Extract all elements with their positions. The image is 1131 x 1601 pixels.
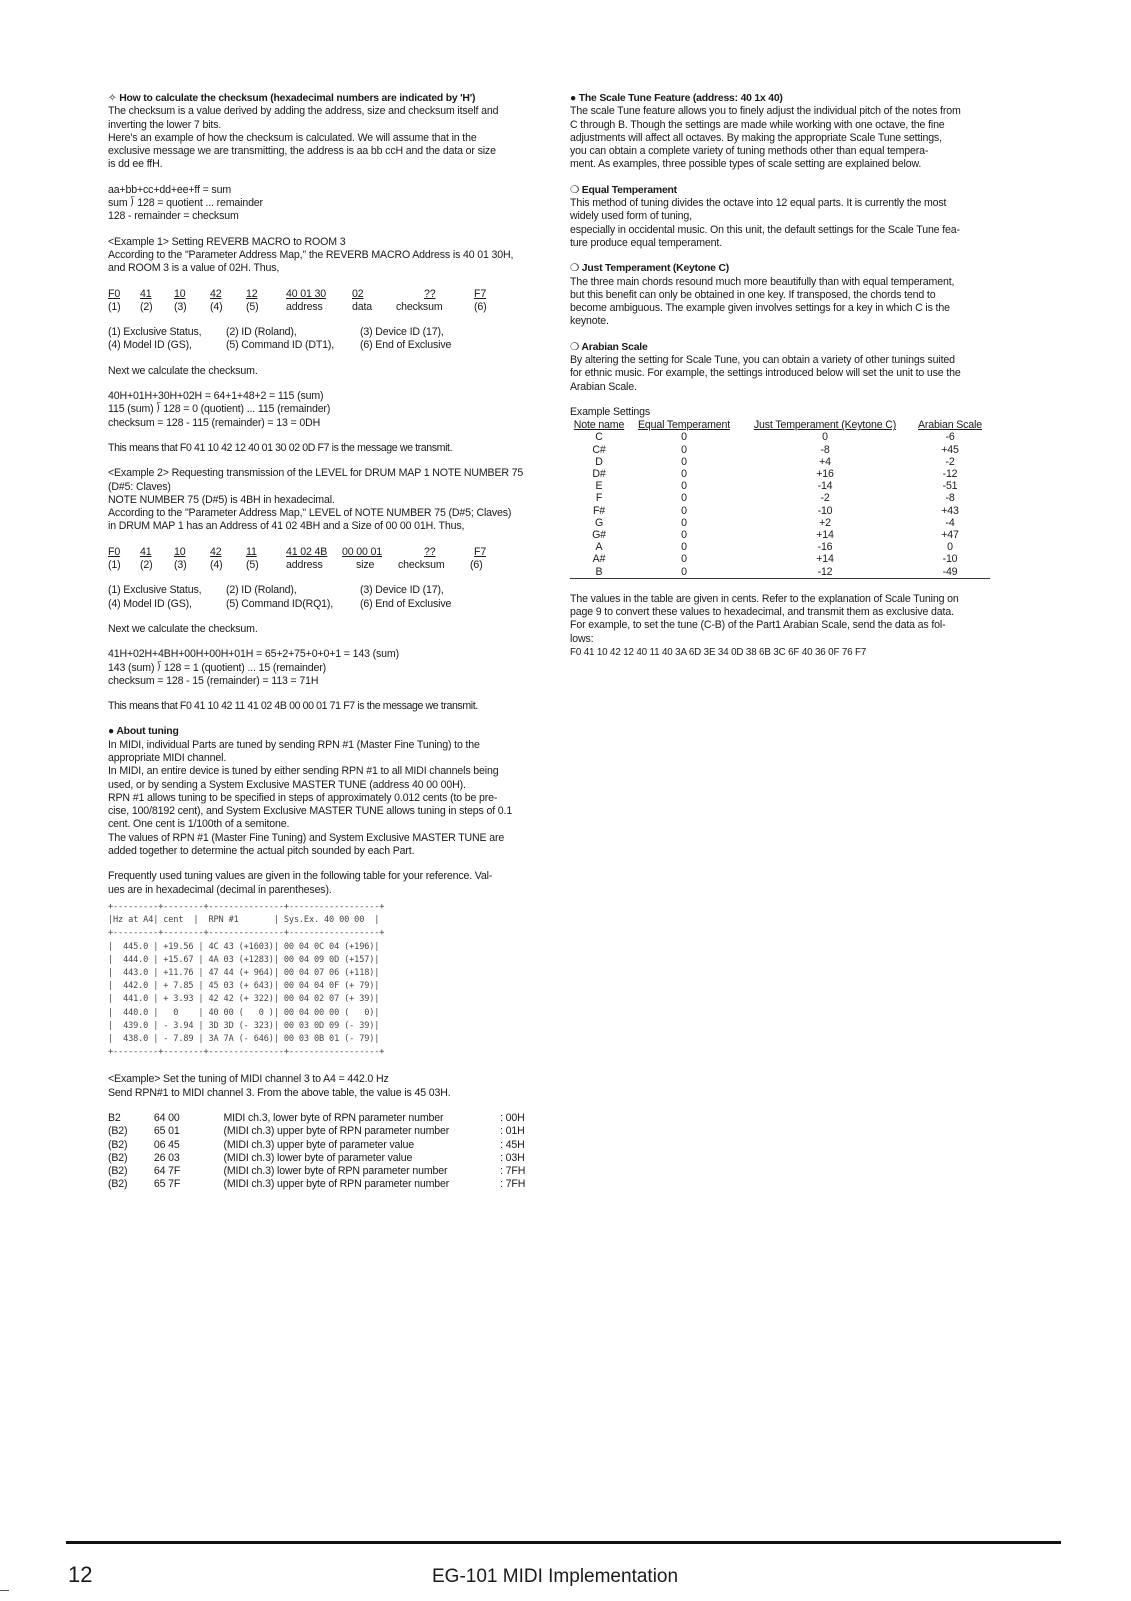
text-line: exclusive message we are transmitting, the address is aa bb ccH and the data or size	[108, 145, 496, 158]
text-line: added together to determine the actual pitch sounded by each Part.	[108, 845, 415, 858]
legend-item: (1) Exclusive Status,	[108, 326, 202, 339]
scale-cell: -4	[945, 516, 955, 529]
scale-cell: -12	[740, 566, 910, 579]
text-line: ture produce equal temperament.	[570, 236, 722, 249]
rpn-cell: 26 03	[153, 1151, 180, 1164]
scale-cell: +16	[816, 468, 834, 481]
scale-cell: -12	[942, 468, 958, 481]
text-line: adjustments will affect all octaves. By making the appropriate Scale Tune settings,	[570, 131, 942, 144]
example2-result: This means that F0 41 10 42 11 41 02 4B 00 00 01 71 F7 is the message we transmit.	[108, 700, 478, 713]
text-line: The checksum is a value derived by adding the address, size and checksum itself and	[108, 105, 499, 118]
scale-cell: -8	[945, 492, 955, 505]
table-line: | 442.0 | + 7.85 | 45 03 (+ 643)| 00 04 04 0F (+ 79)|	[108, 981, 380, 992]
scale-cell: 0	[681, 492, 687, 505]
calc-line: 115 (sum) ⟌ 128 = 0 (quotient) ... 115 (remainder)	[108, 403, 331, 416]
scale-cell: -2	[945, 455, 955, 468]
rpn-row	[108, 1152, 540, 1165]
text-line: NOTE NUMBER 75 (D#5) is 4BH in hexadecimal.	[108, 493, 335, 506]
tuning-example	[108, 1073, 540, 1100]
rpn-cell: : 45H	[500, 1138, 525, 1151]
rpn-row	[108, 1125, 540, 1138]
example2-next: Next we calculate the checksum.	[108, 622, 258, 635]
checksum-intro	[108, 105, 540, 171]
msg-byte: ??	[424, 545, 436, 558]
rpn-cell: MIDI ch.3, lower byte of RPN parameter number	[223, 1111, 444, 1124]
scale-row	[570, 553, 990, 565]
scale-cell: B	[570, 566, 628, 579]
scale-cell: G	[594, 516, 604, 529]
text-line: inverting the lower 7 bits.	[108, 118, 222, 131]
rpn-cell: (MIDI ch.3) upper byte of RPN parameter number	[223, 1125, 450, 1138]
legend-item: (6) End of Exclusive	[360, 339, 452, 352]
scale-row	[570, 444, 990, 456]
scale-cell: +2	[819, 516, 831, 529]
rpn-cell: (B2)	[108, 1125, 128, 1138]
tuning-heading: ● About tuning	[108, 726, 179, 738]
legend-item: (2) ID (Roland),	[226, 584, 297, 597]
msg-label: (6)	[470, 559, 483, 572]
text-line: In MIDI, an entire device is tuned by either sending RPN #1 to all MIDI channels being	[108, 765, 499, 778]
rpn-cell: (B2)	[108, 1178, 128, 1191]
msg-label: (4)	[210, 300, 223, 313]
rpn-cell: B2	[108, 1111, 121, 1124]
text-line: used, or by sending a System Exclusive MASTER TUNE (address 40 00 00H).	[108, 778, 466, 791]
text-line: and ROOM 3 is a value of 02H. Thus,	[108, 262, 280, 275]
example1-legend	[108, 326, 540, 353]
msg-byte: 10	[174, 545, 186, 558]
text-line: <Example 1> Setting REVERB MACRO to ROOM 3	[108, 235, 346, 248]
scale-row	[570, 480, 990, 492]
msg-byte: 41	[140, 545, 152, 558]
msg-byte: F7	[474, 545, 487, 558]
text-line: in DRUM MAP 1 has an Address of 41 02 4BH and a Size of 00 00 01H. Thus,	[108, 520, 465, 533]
text-line: <Example 2> Requesting transmission of the LEVEL for DRUM MAP 1 NOTE NUMBER 75	[108, 467, 524, 480]
calc-line: checksum = 128 - 115 (remainder) = 13 = 0DH	[108, 416, 321, 429]
scale-cell: 0	[681, 468, 687, 481]
scale-row	[570, 529, 990, 541]
text-line: ment. As examples, three possible types of scale setting are explained below.	[570, 158, 922, 171]
msg-label: (4)	[210, 559, 223, 572]
text-line: cise, 100/8192 cent), and System Exclusive MASTER TUNE allows tuning in steps of 0.1	[108, 805, 513, 818]
equal-temperament-heading: ❍ Equal Temperament	[570, 184, 677, 196]
text-line: keynote.	[570, 315, 609, 328]
column-header: Note name	[573, 419, 625, 432]
text-line: For example, to set the tune (C-B) of the Part1 Arabian Scale, send the data as fol-	[570, 619, 946, 632]
rpn-cell: (B2)	[108, 1165, 128, 1178]
scale-cell: F	[595, 492, 603, 505]
arabian-scale-paragraph	[570, 354, 1002, 394]
scale-cell: +4	[819, 455, 831, 468]
text-line: According to the "Parameter Address Map," LEVEL of NOTE NUMBER 75 (D#5; Claves)	[108, 507, 512, 520]
scale-row	[570, 456, 990, 468]
text-line: for ethnic music. For example, the settings introduced below will set the unit to use the	[570, 367, 961, 380]
rpn-row	[108, 1165, 540, 1178]
msg-label: (1)	[108, 559, 121, 572]
scale-cell: -2	[820, 492, 830, 505]
rpn-cell: (B2)	[108, 1138, 128, 1151]
formula-line: sum ⟌ 128 = quotient ... remainder	[108, 197, 263, 210]
example1-intro	[108, 236, 540, 276]
tuning-table-intro	[108, 870, 540, 897]
example1-next: Next we calculate the checksum.	[108, 364, 258, 377]
text-line: (D#5: Claves)	[108, 480, 171, 493]
scale-tune-paragraph	[570, 105, 1002, 171]
msg-label: (3)	[174, 559, 187, 572]
formula-line: 128 - remainder = checksum	[108, 210, 239, 223]
scale-cell: D#	[592, 468, 606, 481]
rpn-row	[108, 1112, 540, 1125]
rpn-row	[108, 1178, 540, 1191]
msg-byte: 12	[246, 287, 258, 300]
scale-cell: 0	[681, 504, 687, 517]
msg-byte: 40 01 30	[286, 287, 327, 300]
scale-cell: -16	[817, 541, 833, 554]
msg-label: (3)	[174, 300, 187, 313]
scale-table-header	[570, 419, 990, 431]
scale-row	[570, 566, 990, 579]
scale-cell: +14	[816, 529, 834, 542]
message-labels-row	[108, 559, 540, 572]
corner-mark	[0, 1590, 9, 1591]
scale-cell: -51	[942, 480, 958, 493]
scale-row	[570, 541, 990, 553]
scale-cell: 0	[681, 516, 687, 529]
tuning-ascii-table	[108, 901, 540, 1059]
msg-byte: 41 02 4B	[286, 545, 328, 558]
example2-legend	[108, 584, 540, 611]
msg-byte: 42	[210, 287, 222, 300]
rpn-cell: (MIDI ch.3) upper byte of RPN parameter number	[223, 1178, 450, 1191]
text-line: lows:	[570, 632, 594, 645]
scale-cell: +14	[816, 553, 834, 566]
example1-message	[108, 288, 540, 315]
text-line: Arabian Scale.	[570, 380, 637, 393]
legend-item: (3) Device ID (17),	[360, 584, 444, 597]
rpn-row	[108, 1139, 540, 1152]
legend-item: (1) Exclusive Status,	[108, 584, 202, 597]
text-line: The three main chords resound much more beautifully than with equal temperament,	[570, 275, 955, 288]
rpn-cell: : 03H	[500, 1151, 525, 1164]
text-line: By altering the setting for Scale Tune, you can obtain a variety of other tunings suited	[570, 354, 955, 367]
scale-cell: 0	[681, 529, 687, 542]
msg-label: address	[286, 300, 323, 313]
msg-byte: F7	[474, 287, 487, 300]
msg-byte: 11	[246, 545, 257, 558]
legend-item: (6) End of Exclusive	[360, 597, 452, 610]
text-line: According to the "Parameter Address Map," the REVERB MACRO Address is 40 01 30H,	[108, 248, 514, 261]
message-bytes-row	[108, 546, 540, 559]
msg-byte: 10	[174, 287, 186, 300]
calc-line: 40H+01H+30H+02H = 64+1+48+2 = 115 (sum)	[108, 390, 324, 403]
msg-byte: F0	[108, 287, 121, 300]
text-line: cent. One cent is 1/100th of a semitone.	[108, 818, 290, 831]
legend-item: (4) Model ID (GS),	[108, 339, 192, 352]
calc-line: 143 (sum) ⟌ 128 = 1 (quotient) ... 15 (remainder)	[108, 661, 327, 674]
scale-cell: G#	[592, 529, 606, 542]
rpn-cell: (B2)	[108, 1151, 128, 1164]
text-line: F0 41 10 42 12 40 11 40 3A 6D 3E 34 0D 38 6B 3C 6F 40 36 0F 76 F7	[570, 647, 867, 659]
rpn-cell: (MIDI ch.3) lower byte of RPN parameter number	[223, 1165, 448, 1178]
text-line: In MIDI, individual Parts are tuned by sending RPN #1 (Master Fine Tuning) to the	[108, 738, 480, 751]
text-line: you can obtain a complete variety of tuning methods other than equal tempera-	[570, 145, 929, 158]
calc-line: checksum = 128 - 15 (remainder) = 113 = 71H	[108, 674, 319, 687]
table-line: | 444.0 | +15.67 | 4A 03 (+1283)| 00 04 09 0D (+157)|	[108, 954, 380, 965]
msg-byte: 00 00 01	[342, 545, 383, 558]
rpn-cell: (MIDI ch.3) upper byte of parameter value	[223, 1138, 414, 1151]
page-number: 12	[68, 1562, 93, 1587]
footer-title: EG-101 MIDI Implementation	[432, 1566, 679, 1587]
msg-byte: 41	[140, 287, 152, 300]
just-temperament-heading: ❍ Just Temperament (Keytone C)	[570, 263, 730, 275]
message-labels-row	[108, 301, 540, 314]
msg-label: (5)	[246, 559, 259, 572]
msg-label: address	[286, 559, 323, 572]
scale-cell: C	[595, 431, 603, 444]
scale-cell: E	[595, 480, 603, 493]
table-line: | 445.0 | +19.56 | 4C 43 (+1603)| 00 04 0C 04 (+196)|	[108, 941, 380, 952]
text-line: Frequently used tuning values are given in the following table for your reference. Val-	[108, 870, 493, 883]
msg-label: checksum	[398, 559, 445, 572]
scale-cell: 0	[947, 541, 953, 554]
scale-row	[570, 505, 990, 517]
msg-byte: F0	[108, 545, 121, 558]
text-line: <Example> Set the tuning of MIDI channel 3 to A4 = 442.0 Hz	[108, 1073, 389, 1086]
scale-cell: -6	[945, 431, 955, 444]
msg-byte: 42	[210, 545, 222, 558]
left-column	[108, 92, 540, 1192]
msg-byte: ??	[424, 287, 436, 300]
scale-cell: C#	[592, 443, 606, 456]
table-line: | 441.0 | + 3.93 | 42 42 (+ 322)| 00 04 02 07 (+ 39)|	[108, 994, 380, 1005]
scale-cell: -10	[942, 553, 958, 566]
legend-item: (3) Device ID (17),	[360, 326, 444, 339]
text-line: ues are in hexadecimal (decimal in parentheses).	[108, 883, 332, 896]
text-line: widely used form of tuning,	[570, 210, 692, 223]
scale-cell: -14	[817, 480, 833, 493]
scale-row	[570, 492, 990, 504]
scale-cell: +45	[941, 443, 959, 456]
formula-line: aa+bb+cc+dd+ee+ff = sum	[108, 183, 231, 196]
rpn-message-table	[108, 1112, 540, 1192]
text-line: The values in the table are given in cents. Refer to the explanation of Scale Tuning on	[570, 592, 959, 605]
msg-byte: 02	[352, 287, 364, 300]
scale-cell: 0	[681, 455, 687, 468]
rpn-cell: (MIDI ch.3) lower byte of parameter value	[223, 1151, 413, 1164]
example2-intro	[108, 467, 540, 533]
text-line: This method of tuning divides the octave into 12 equal parts. It is currently the most	[570, 197, 947, 210]
scale-cell: +47	[941, 529, 959, 542]
legend-item: (2) ID (Roland),	[226, 326, 297, 339]
rpn-cell: : 7FH	[500, 1178, 526, 1191]
checksum-heading: ✧ How to calculate the checksum (hexadecimal numbers are indicated by 'H')	[108, 93, 476, 104]
rpn-cell: : 01H	[500, 1125, 525, 1138]
calc-line: 41H+02H+4BH+00H+00H+01H = 65+2+75+0+0+1 = 143 (sum)	[108, 648, 399, 661]
scale-cell: -49	[910, 566, 990, 579]
text-line: become ambiguous. The example given involves settings for a key in which C is the	[570, 302, 950, 315]
scale-cell: F#	[592, 504, 606, 517]
tuning-paragraph	[108, 739, 540, 859]
msg-label: (2)	[140, 559, 153, 572]
text-line: RPN #1 allows tuning to be specified in steps of approximately 0.012 cents (to be pre-	[108, 791, 498, 804]
rpn-cell: 64 00	[153, 1111, 180, 1124]
msg-label: (5)	[246, 300, 259, 313]
example1-result: This means that F0 41 10 42 12 40 01 30 02 0D F7 is the message we transmit.	[108, 441, 453, 454]
arabian-scale-heading: ❍ Arabian Scale	[570, 341, 648, 353]
legend-item: (5) Command ID(RQ1),	[226, 597, 334, 610]
column-header: Equal Temperament	[637, 419, 731, 432]
table-line: |Hz at A4| cent | RPN #1 | Sys.Ex. 40 00 00 |	[108, 915, 380, 926]
scale-cell: 0	[628, 566, 740, 579]
rpn-cell: 65 01	[153, 1125, 180, 1138]
table-line: +---------+--------+---------------+------------------+	[108, 928, 385, 939]
text-line: appropriate MIDI channel.	[108, 751, 227, 764]
text-line: C through B. Though the settings are made while working with one octave, the fine	[570, 118, 945, 131]
example-settings-title: Example Settings	[570, 405, 651, 418]
text-line: page 9 to convert these values to hexadecimal, and transmit them as exclusive data.	[570, 606, 954, 619]
scale-cell: A#	[592, 553, 606, 566]
rpn-cell: 64 7F	[153, 1165, 181, 1178]
scale-row	[570, 517, 990, 529]
text-line: Send RPN#1 to MIDI channel 3. From the above table, the value is 45 03H.	[108, 1086, 451, 1099]
scale-notes	[570, 593, 1002, 659]
scale-cell: +43	[941, 504, 959, 517]
scale-cell: -8	[820, 443, 830, 456]
scale-row	[570, 468, 990, 480]
text-line: is dd ee ffH.	[108, 158, 163, 171]
scale-cell: D	[595, 455, 603, 468]
rpn-cell: : 7FH	[500, 1165, 526, 1178]
checksum-formula	[108, 184, 540, 224]
scale-cell: 0	[681, 431, 687, 444]
text-line: especially in occidental music. On this unit, the default settings for the Scale Tune fea-	[570, 223, 960, 236]
text-line: The scale Tune feature allows you to finely adjust the individual pitch of the notes from	[570, 105, 961, 118]
legend-item: (4) Model ID (GS),	[108, 597, 192, 610]
scale-row	[570, 431, 990, 443]
scale-cell: A	[595, 541, 603, 554]
scale-cell: 0	[681, 443, 687, 456]
text-line: but this benefit can only be obtained in one key. If transposed, the chords tend to	[570, 288, 936, 301]
msg-label: (6)	[474, 300, 487, 313]
rpn-cell: 65 7F	[153, 1178, 181, 1191]
table-line: | 440.0 | 0 | 40 00 ( 0 )| 00 04 00 00 ( 0)|	[108, 1007, 380, 1018]
msg-label: (2)	[140, 300, 153, 313]
scale-cell: 0	[681, 553, 687, 566]
scale-cell: 0	[681, 480, 687, 493]
example1-calc	[108, 390, 540, 430]
rpn-cell: : 00H	[500, 1111, 525, 1124]
table-line: | 443.0 | +11.76 | 47 44 (+ 964)| 00 04 07 06 (+118)|	[108, 967, 380, 978]
msg-label: checksum	[396, 300, 443, 313]
scale-cell: -10	[817, 504, 833, 517]
message-bytes-row	[108, 288, 540, 301]
table-line: | 439.0 | - 3.94 | 3D 3D (- 323)| 00 03 0D 09 (- 39)|	[108, 1020, 380, 1031]
msg-label: data	[352, 300, 373, 313]
column-header: Arabian Scale	[917, 419, 982, 432]
scale-settings-table	[570, 419, 990, 579]
column-header: Just Temperament (Keytone C)	[753, 419, 897, 432]
scale-cell: 0	[681, 541, 687, 554]
legend-item: (5) Command ID (DT1),	[226, 339, 335, 352]
text-line: Here's an example of how the checksum is calculated. We will assume that in the	[108, 131, 477, 144]
scale-tune-heading: ● The Scale Tune Feature (address: 40 1x 40)	[570, 93, 783, 104]
table-line: | 438.0 | - 7.89 | 3A 7A (- 646)| 00 03 0B 01 (- 79)|	[108, 1033, 380, 1044]
table-line: +---------+--------+---------------+------------------+	[108, 901, 385, 912]
right-column	[570, 92, 1002, 671]
equal-temperament-paragraph	[570, 197, 1002, 250]
msg-label: size	[356, 559, 375, 572]
just-temperament-paragraph	[570, 276, 1002, 329]
rpn-cell: 06 45	[153, 1138, 180, 1151]
scale-cell: 0	[822, 431, 828, 444]
example2-calc	[108, 648, 540, 688]
table-line: +---------+--------+---------------+------------------+	[108, 1047, 385, 1058]
msg-label: (1)	[108, 300, 121, 313]
text-line: The values of RPN #1 (Master Fine Tuning) and System Exclusive MASTER TUNE are	[108, 831, 505, 844]
example2-message	[108, 546, 540, 573]
footer-rule	[66, 1541, 1061, 1544]
